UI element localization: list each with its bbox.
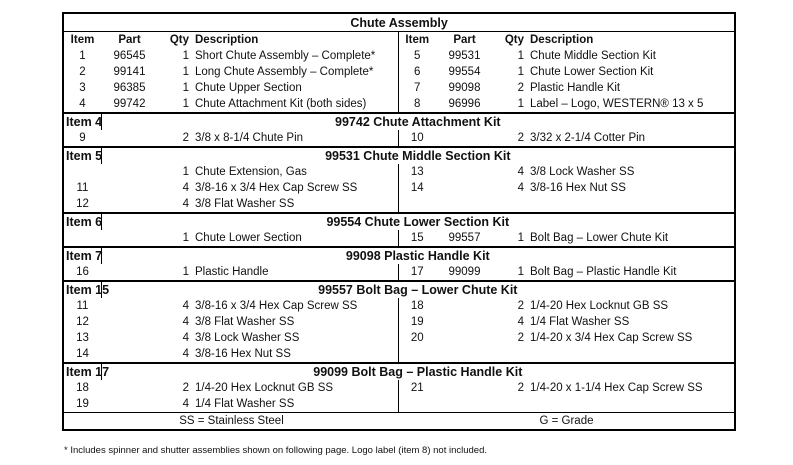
item-number bbox=[398, 196, 436, 213]
description: Plastic Handle Kit bbox=[530, 82, 621, 94]
table-row bbox=[63, 230, 735, 247]
section-header-row bbox=[63, 213, 735, 230]
table-row bbox=[63, 314, 735, 330]
item-number: 13 bbox=[398, 164, 436, 180]
item-number: 7 bbox=[398, 80, 436, 96]
quantity: 1 bbox=[517, 232, 524, 244]
part-number bbox=[101, 196, 158, 213]
quantity: 4 bbox=[182, 300, 189, 312]
part-number bbox=[101, 130, 158, 147]
quantity: 1 bbox=[517, 66, 524, 78]
table-row bbox=[63, 330, 735, 346]
quantity: 4 bbox=[182, 316, 189, 328]
description: Chute Upper Section bbox=[195, 82, 302, 94]
part-number bbox=[436, 298, 493, 314]
part-number: 96996 bbox=[448, 98, 481, 110]
description: Bolt Bag – Plastic Handle Kit bbox=[530, 266, 677, 278]
table-row bbox=[63, 196, 735, 213]
part-number bbox=[101, 264, 158, 281]
quantity: 2 bbox=[182, 382, 189, 394]
section-item-label: Item 5 bbox=[63, 147, 101, 164]
item-number: 3 bbox=[79, 82, 86, 94]
description: 3/8-16 Hex Nut SS bbox=[195, 348, 291, 360]
description: 1/4 Flat Washer SS bbox=[195, 398, 295, 410]
quantity: 1 bbox=[517, 98, 524, 110]
section-header-row bbox=[63, 113, 735, 130]
part-number bbox=[101, 346, 158, 363]
part-number bbox=[101, 380, 158, 396]
item-number: 5 bbox=[398, 48, 436, 64]
table-row bbox=[63, 346, 735, 363]
header-qty: Qty bbox=[504, 34, 524, 46]
quantity: 2 bbox=[517, 132, 524, 144]
header-description: Description bbox=[195, 34, 259, 46]
header-item: Item bbox=[398, 32, 436, 49]
item-number: 6 bbox=[398, 64, 436, 80]
header-part: Part bbox=[118, 34, 141, 46]
part-number bbox=[436, 180, 493, 196]
table-row bbox=[63, 64, 735, 80]
description: 1/4-20 Hex Locknut GB SS bbox=[530, 300, 669, 312]
item-number: 9 bbox=[79, 132, 86, 144]
section-title: 99742 Chute Attachment Kit bbox=[101, 113, 735, 130]
description: Label – Logo, WESTERN® 13 x 5 bbox=[530, 98, 704, 110]
section-title: 99099 Bolt Bag – Plastic Handle Kit bbox=[101, 363, 735, 380]
item-number: 12 bbox=[76, 198, 89, 210]
quantity: 1 bbox=[182, 232, 189, 244]
part-number: 99098 bbox=[448, 82, 481, 94]
section-item-label: Item 6 bbox=[63, 213, 101, 230]
item-number bbox=[63, 230, 101, 247]
section-item-label: Item 15 bbox=[63, 281, 101, 298]
quantity: 2 bbox=[517, 300, 524, 312]
item-number: 15 bbox=[398, 230, 436, 247]
table-title: Chute Assembly bbox=[63, 13, 735, 32]
description: 3/8 Lock Washer SS bbox=[530, 166, 635, 178]
footnote: * Includes spinner and shutter assemblies shown on following page. Logo label (item 8) not included. bbox=[64, 445, 488, 456]
item-number bbox=[398, 346, 436, 363]
item-number: 17 bbox=[398, 264, 436, 281]
part-number bbox=[101, 396, 158, 412]
section-title: 99554 Chute Lower Section Kit bbox=[101, 213, 735, 230]
header-qty: Qty bbox=[169, 34, 189, 46]
item-number: 14 bbox=[76, 348, 89, 360]
description: Chute Lower Section Kit bbox=[530, 66, 654, 78]
legend-grade: G = Grade bbox=[399, 413, 735, 431]
description: 3/32 x 2-1/4 Cotter Pin bbox=[530, 132, 646, 144]
item-number bbox=[63, 164, 101, 180]
section-item-label: Item 4 bbox=[63, 113, 101, 130]
item-number: 2 bbox=[79, 66, 86, 78]
item-number: 4 bbox=[79, 98, 86, 110]
quantity: 1 bbox=[182, 66, 189, 78]
table-row bbox=[63, 164, 735, 180]
section-header-row bbox=[63, 363, 735, 380]
description: 1/4 Flat Washer SS bbox=[530, 316, 630, 328]
quantity: 1 bbox=[182, 82, 189, 94]
quantity bbox=[493, 396, 527, 412]
header-part: Part bbox=[453, 34, 476, 46]
section-title: 99098 Plastic Handle Kit bbox=[101, 247, 735, 264]
part-number: 99531 bbox=[448, 50, 481, 62]
table-row bbox=[63, 380, 735, 396]
table-row bbox=[63, 264, 735, 281]
quantity: 4 bbox=[182, 182, 189, 194]
part-number: 99099 bbox=[448, 266, 481, 278]
table-row bbox=[63, 180, 735, 196]
description: 3/8 Flat Washer SS bbox=[195, 198, 295, 210]
item-number: 8 bbox=[398, 96, 436, 113]
item-number: 12 bbox=[76, 316, 89, 328]
header-item: Item bbox=[70, 34, 95, 46]
part-number bbox=[101, 330, 158, 346]
description: Short Chute Assembly – Complete* bbox=[195, 50, 376, 62]
item-number: 20 bbox=[398, 330, 436, 346]
section-header-row bbox=[63, 281, 735, 298]
part-number: 99554 bbox=[448, 66, 481, 78]
description: 3/8-16 x 3/4 Hex Cap Screw SS bbox=[195, 182, 358, 194]
quantity: 4 bbox=[182, 348, 189, 360]
part-number bbox=[101, 164, 158, 180]
section-item-label: Item 17 bbox=[63, 363, 101, 380]
item-number: 18 bbox=[76, 382, 89, 394]
part-number bbox=[101, 314, 158, 330]
quantity bbox=[493, 196, 527, 213]
description bbox=[527, 396, 735, 412]
quantity: 4 bbox=[517, 166, 524, 178]
description: 3/8-16 Hex Nut SS bbox=[530, 182, 626, 194]
legend-table bbox=[62, 412, 736, 431]
quantity: 4 bbox=[517, 182, 524, 194]
part-number: 99742 bbox=[113, 98, 146, 110]
description bbox=[527, 196, 735, 213]
part-number bbox=[436, 196, 493, 213]
section-header-row bbox=[63, 247, 735, 264]
item-number: 19 bbox=[398, 314, 436, 330]
description: 3/8-16 x 3/4 Hex Cap Screw SS bbox=[195, 300, 358, 312]
description bbox=[527, 346, 735, 363]
description: Bolt Bag – Lower Chute Kit bbox=[530, 232, 669, 244]
table-row bbox=[63, 396, 735, 412]
description: Chute Lower Section bbox=[195, 232, 302, 244]
quantity: 1 bbox=[517, 50, 524, 62]
section-title: 99557 Bolt Bag – Lower Chute Kit bbox=[101, 281, 735, 298]
item-number: 11 bbox=[76, 300, 89, 312]
item-number bbox=[398, 396, 436, 412]
item-number: 10 bbox=[398, 130, 436, 147]
quantity: 4 bbox=[517, 316, 524, 328]
description: 3/8 Flat Washer SS bbox=[195, 316, 295, 328]
quantity: 4 bbox=[182, 398, 189, 410]
legend-stainless-steel: SS = Stainless Steel bbox=[63, 413, 399, 431]
quantity: 4 bbox=[182, 332, 189, 344]
description: Long Chute Assembly – Complete* bbox=[195, 66, 374, 78]
quantity: 1 bbox=[182, 166, 189, 178]
description: 3/8 Lock Washer SS bbox=[195, 332, 300, 344]
description: 1/4-20 x 3/4 Hex Cap Screw SS bbox=[530, 332, 693, 344]
section-header-row bbox=[63, 147, 735, 164]
table-row bbox=[63, 130, 735, 147]
item-number: 13 bbox=[76, 332, 89, 344]
part-number bbox=[436, 314, 493, 330]
table-row bbox=[63, 96, 735, 113]
part-number bbox=[101, 298, 158, 314]
parts-table-body bbox=[63, 13, 735, 412]
quantity: 2 bbox=[182, 132, 189, 144]
item-number: 18 bbox=[398, 298, 436, 314]
part-number: 99557 bbox=[448, 232, 481, 244]
quantity: 1 bbox=[182, 266, 189, 278]
description: 1/4-20 Hex Locknut GB SS bbox=[195, 382, 334, 394]
section-item-label: Item 7 bbox=[63, 247, 101, 264]
part-number: 99141 bbox=[113, 66, 146, 78]
item-number: 21 bbox=[398, 380, 436, 396]
quantity: 2 bbox=[517, 332, 524, 344]
legend-row bbox=[63, 413, 735, 431]
part-number bbox=[101, 180, 158, 196]
description: 3/8 x 8-1/4 Chute Pin bbox=[195, 132, 304, 144]
quantity: 2 bbox=[517, 382, 524, 394]
part-number bbox=[436, 130, 493, 147]
table-row bbox=[63, 298, 735, 314]
item-number: 16 bbox=[76, 266, 89, 278]
part-number bbox=[436, 396, 493, 412]
section-title: 99531 Chute Middle Section Kit bbox=[101, 147, 735, 164]
part-number bbox=[436, 164, 493, 180]
chute-assembly-parts-table bbox=[62, 12, 734, 431]
part-number: 96545 bbox=[113, 50, 146, 62]
description: Chute Attachment Kit (both sides) bbox=[195, 98, 367, 110]
quantity: 1 bbox=[182, 50, 189, 62]
part-number bbox=[436, 380, 493, 396]
table-row bbox=[63, 48, 735, 64]
quantity: 1 bbox=[182, 98, 189, 110]
part-number bbox=[436, 346, 493, 363]
table-title-row bbox=[63, 13, 735, 32]
parts-table bbox=[62, 12, 736, 412]
table-row bbox=[63, 80, 735, 96]
description: Plastic Handle bbox=[195, 266, 269, 278]
quantity: 4 bbox=[182, 198, 189, 210]
header-description: Description bbox=[530, 34, 594, 46]
quantity: 1 bbox=[517, 266, 524, 278]
part-number: 96385 bbox=[113, 82, 146, 94]
item-number: 14 bbox=[398, 180, 436, 196]
part-number bbox=[436, 330, 493, 346]
item-number: 11 bbox=[76, 182, 89, 194]
item-number: 1 bbox=[79, 50, 86, 62]
description: Chute Extension, Gas bbox=[195, 166, 307, 178]
quantity bbox=[493, 346, 527, 363]
column-header-row bbox=[63, 32, 735, 49]
description: Chute Middle Section Kit bbox=[530, 50, 656, 62]
item-number: 19 bbox=[76, 398, 89, 410]
description: 1/4-20 x 1-1/4 Hex Cap Screw SS bbox=[530, 382, 703, 394]
part-number bbox=[101, 230, 158, 247]
quantity: 2 bbox=[517, 82, 524, 94]
